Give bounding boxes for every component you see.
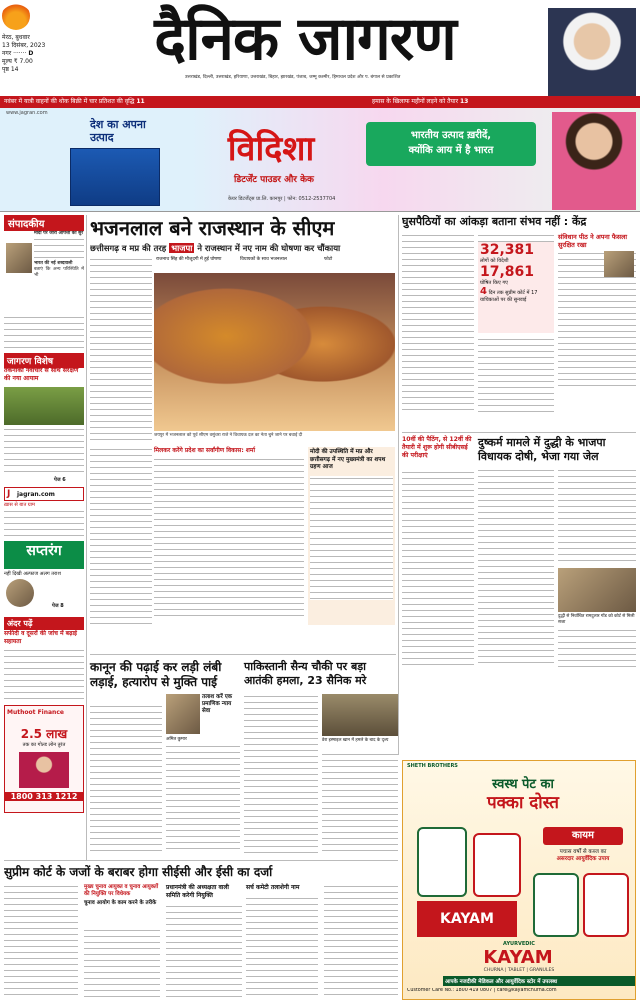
jagran-sub: ख़ास से बात ग्राम [4, 502, 36, 508]
masthead [0, 0, 640, 96]
masthead-portrait [548, 8, 636, 96]
saptrang-page: पेज 8 [52, 603, 64, 609]
lead-photo-caption: जयपुर में भजनलाल को पूर्व सीएम वसुंधरा राजे ने विधायक दल का नेता चुने जाने पर बधाई दी [154, 433, 303, 438]
lead-headline[interactable]: भजनलाल बने राजस्थान के सीएम [90, 216, 335, 240]
kayam-logo: KAYAM [483, 947, 553, 968]
right-body-1 [402, 233, 474, 413]
bl-photo-name: अमित कुमार [166, 737, 187, 742]
product-pack [70, 148, 160, 206]
lead-story [90, 215, 395, 645]
jagran-url[interactable]: J jagran.com [4, 487, 84, 501]
bs-col-title-1: प्रधानमंत्री की अध्यक्षता वाली समिति करेगी नियुक्ति [166, 884, 229, 899]
ad-slogan: भारतीय उत्पाद ख़रीदें, क्योंकि आय में है भारत [366, 122, 536, 166]
lead-body-2 [90, 447, 152, 625]
date-block: मेरठ, बुधवार 13 दिसंबर, 2023 नगर ······· D मूल्य ₹ 7.00 पृष्ठ 14 [2, 34, 46, 73]
ad-left-text: देश का अपना उत्पाद [90, 118, 146, 144]
stats-box: 32,381 लोगों को विदेशी 17,861 घोषित किए गए 4 दिन तक सुप्रीम कोर्ट में 17 याचिकाओं पर की सुनवाई [478, 233, 554, 333]
mid-body-3 [558, 628, 636, 668]
bm-photo [322, 694, 398, 736]
special-head: जागरण विशेष [4, 353, 84, 368]
teaser-1[interactable]: नवंबर में यात्री वाहनों की थोक बिक्री में चार प्रतिशत की वृद्धि 11 [4, 98, 145, 105]
bs-bullets: मुख्य चुनाव आयुक्त व चुनाव आयुक्तों की नियुक्ति पर विधेयक चुनाव आयोग के काम करने के तरीके [84, 884, 159, 906]
special-title[interactable]: तकनीकी नवाचार से साथ संरक्षण की नया आयाम [4, 367, 79, 382]
editorial-photo [6, 243, 32, 273]
lead-subhead: छत्तीसगढ़ व मप्र की तरह भाजपा ने राजस्थान में नए नाम की घोषणा कर चौंकाया [90, 243, 341, 253]
right-headline[interactable]: घुसपैठियों का आंकड़ा बताना संभव नहीं : केंद्र [402, 215, 587, 228]
kayam-care: Customer Care No.: 1800 419 0807 | care@kayamchurna.com [407, 988, 557, 993]
bottom-mid-story [244, 660, 398, 856]
top-ad[interactable] [0, 108, 640, 212]
bl-headline[interactable]: कानून की पढ़ाई कर लड़ी लंबी लड़ाई, हत्यारोप से मुक्ति पाई [90, 660, 222, 689]
kayam-slogan: स्वस्थ पेट का पक्का दोस्त [486, 777, 560, 813]
ad-sub: डिटर्जेंट पाउडर और केक [234, 175, 314, 185]
kayam-store: आपके नजदीकी मेडिकल और आयुर्वेदिक स्टोर में उपलब्ध [443, 976, 635, 986]
right-side: संविधान पीठ ने अपना फैसला सुरक्षित रखा [558, 233, 636, 413]
ad-brand: विदिशा [227, 129, 315, 169]
kayam-ad[interactable] [402, 760, 636, 1000]
lead-caption-3: फोटो [324, 257, 333, 262]
saptrang-box[interactable]: सप्तरंग [4, 541, 84, 569]
editions-line: उत्तराखंड, दिल्ली, उत्तराखंड, हरियाणा, उत्तराखंड, बिहार, झारखंड, पंजाब, जम्मू कश्मीर, हिमाचल प्रदेश और प. बंगाल से प्रकाशित [185, 75, 401, 80]
inside-body-1 [4, 648, 84, 700]
kayam-jar-3 [533, 873, 579, 937]
bs-body-4 [246, 896, 318, 1000]
mid-body-2 [558, 468, 636, 564]
teaser-2[interactable]: हमास के खिलाफ महीनों लड़ने को तैयार 13 [372, 98, 469, 105]
kayam-badge: कायम [543, 827, 623, 845]
mid-caption: दुद्धी से निर्वाचित रामदुलार गोंड को कोर्ट से मिली सजा [558, 614, 635, 625]
bm-body-1 [244, 694, 318, 854]
lead-caption-1: राजनाथ सिंह की मौजूदगी में हुई घोषणा [156, 257, 222, 262]
kayam-ayurvedic: AYURVEDIC [503, 941, 535, 947]
lead-caption-2: विधायकों के साथ भजनलाल [240, 257, 287, 262]
bottom-left-story [90, 660, 240, 856]
editorial-head: संपादकीय [4, 215, 84, 231]
left-column [4, 215, 84, 865]
kayam-jar-2 [473, 833, 521, 897]
mid-photo [558, 568, 636, 612]
editorial-items: मोदी पर जारी आपत्ती का सुर भारत की नई शब्दावली बताएं कि अन्य परिस्थिति में भी [34, 231, 84, 278]
bl-side: तलाश करें एक प्रमाणिक न्याय सेवा [166, 694, 240, 734]
mid-story [402, 436, 636, 756]
kayam-jar-4 [583, 873, 629, 937]
jagran-body [4, 509, 84, 539]
cbse-body [402, 470, 474, 670]
special-body [4, 427, 84, 477]
jagran-sun-logo [2, 2, 30, 30]
ad-model-photo [552, 112, 636, 210]
kayam-box: KAYAM [417, 901, 517, 937]
right-story [402, 215, 636, 430]
muthoot-ad[interactable]: Muthoot Finance 2.5 लाख तक का गोल्ड लोन तुरंत 1800 313 1212 [4, 705, 84, 813]
newspaper-title: दैनिक जागरण [154, 4, 456, 74]
inside-title-1[interactable]: सफीदी व दूसरों की जांच में बढ़ाई सहायता [4, 630, 77, 645]
kayam-product-line: CHURNA | TABLET | GRANULES [483, 968, 555, 973]
kayam-jar-1 [417, 827, 467, 897]
ad-url: www.jagran.com [6, 110, 48, 116]
bs-body-3 [166, 904, 242, 1000]
editorial-body [4, 315, 84, 351]
bottom-headline[interactable]: सुप्रीम कोर्ट के जजों के बराबर होगा सीईसी और ईसी का दर्जा [4, 865, 273, 879]
right-body-2 [478, 337, 554, 413]
bs-col-title-2: सर्च कमेटी तलाशेगी नाम [246, 884, 300, 891]
inside-head: अंदर पढ़ें [4, 617, 84, 630]
bl-body-1 [90, 704, 162, 854]
bs-body-5 [324, 884, 398, 1000]
mid-headline[interactable]: दुष्कर्म मामले में दुद्धी के भाजपा विधायक दोषी, भेजा गया जेल [478, 436, 606, 463]
lead-box: मिलकर करेंगे प्रदेश का सर्वांगीण विकास: शर्मा [154, 447, 304, 625]
lead-photo [154, 273, 395, 431]
modi-box: मोदी की उपस्थिति में मप्र और छत्तीसगढ़ में नए मुख्यमंत्री का शपथ ग्रहण आज [308, 447, 395, 625]
lead-body-col [90, 257, 152, 445]
bs-body-2 [84, 928, 160, 1000]
ad-maker: केयर डिटर्जेंट्स प्रा.लि. कानपुर | फोन: 0512-2537704 [228, 196, 336, 202]
special-page: पेज 6 [54, 477, 66, 483]
saptrang-sub: नहीं दिखी अल्फाज अलग तराश [4, 571, 61, 577]
special-photo [4, 387, 84, 425]
bs-body-1 [4, 884, 78, 1000]
bm-body-2 [322, 752, 398, 854]
kayam-top: SHETH BROTHERS [407, 763, 458, 769]
bm-caption: डेरा इस्माइल खान में हमले के बाद के दृश्य [322, 738, 389, 743]
mid-body-1 [478, 468, 554, 668]
teaser-bar [0, 96, 640, 108]
kayam-tag: पचास वर्षों से कब्ज का असरदार आयुर्वेदिक उपाय [556, 849, 610, 862]
bottom-story [4, 864, 398, 1000]
saptrang-photo [6, 579, 34, 607]
cbse-tab[interactable]: 10वीं की पैठिंग, से 12वीं की तैयारी में शुरू होगी सीबीएसई की परीक्षाएं [402, 436, 472, 459]
bm-headline[interactable]: पाकिस्तानी सैन्य चौकी पर बड़ा आतंकी हमला, 23 सैनिक मरे [244, 660, 367, 687]
bl-body-2 [166, 744, 240, 854]
